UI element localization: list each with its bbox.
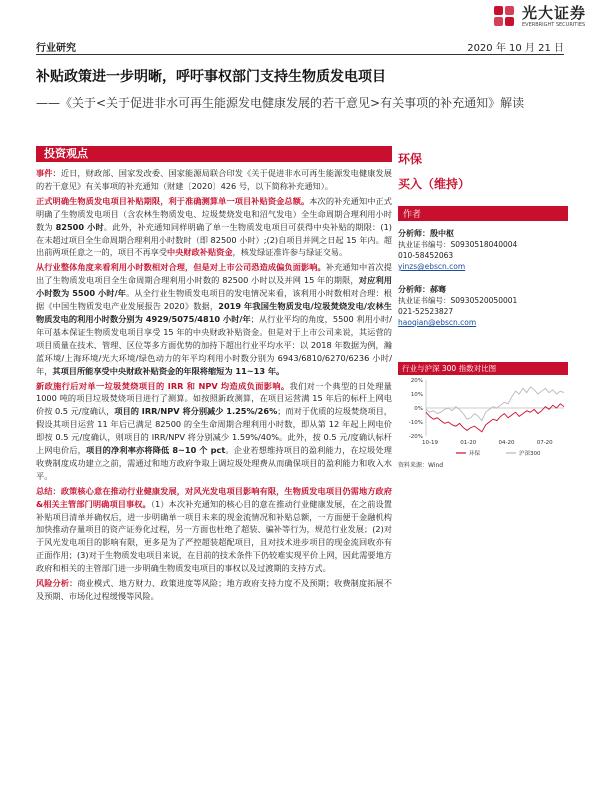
y-tick-label: -10%	[408, 420, 423, 426]
legend-label: 环保	[469, 451, 481, 457]
paragraph-summary	[36, 485, 392, 575]
summary-body: （1）本次补充通知的核心目的意在推动行业健康发展，在之前设置补贴项目清单并确权后，进一步明确单一项目未来的现金流情况和补贴总额，一方面便于金融机构加快推动存量项目的资产证券化过程，另一方面也杜绝了超装、骗补等行为，规范行业发展；(2)对于风光发电项目的影响有限，更多是为了严控超装超配项目，且对技术进步项目的现金流回收亦有正面作用；(3)对于生物质发电项目来说，在目前的技术条件下仍较难实现平价上网，因此需要地方政府和相关的主管部门进一步明确生物质发电项目的事权以及过渡期的支持方式。	[36, 498, 392, 574]
x-tick-label: 04-20	[498, 440, 515, 446]
author-label: 分析师：	[398, 229, 430, 238]
paragraph-industry	[36, 261, 392, 377]
author-name: 郝骞	[430, 285, 446, 294]
industry-text-a: 补充通知中首次提出了生物质发电项目全生命周期合理利用小时数的 82500 小时以及并网 15 年的期限，	[36, 262, 392, 286]
main-body	[36, 167, 392, 605]
author-email-link[interactable]: haoqian@ebscn.com	[398, 318, 477, 327]
y-tick-label: -20%	[408, 434, 423, 440]
author-label: 分析师：	[398, 285, 430, 294]
series-line	[426, 387, 564, 421]
report-title: 补贴政策进一步明晰，呼吁事权部门支持生物质发电项目	[36, 69, 386, 85]
subsidy-text-b: 。此外，补充通知同样明确了单一生物质发电项目可获得中央补贴的期限：(1)在未超过项目全生命周期合理利用小时数时（即 82500 小时）;(2)自项目并网之日起 15 年内。超出前两项任意之一的，项目不再享受	[36, 221, 392, 258]
logo-en: EVERBRIGHT SECURITIES	[521, 22, 586, 28]
section-bar	[36, 146, 392, 162]
report-subtitle: ——《关于<关于促进非水可再生能源发电健康发展的若干意见>有关事项的补充通知》解读	[36, 96, 525, 110]
sidebar	[398, 150, 568, 328]
logo-cn: 光大证券	[521, 4, 586, 22]
summary-lead: 总结：政策核心意在推动行业健康发展，对风光发电项目影响有限，生物质发电项目仍需地方政府&相关主管部门明确项目事权。	[36, 485, 392, 509]
paragraph-risk	[36, 577, 392, 603]
subsidy-text-a: 本次的补充通知中正式明确了生物质发电项目（含农林生物质发电、垃圾焚烧发电和沼气发电）全生命周期合理利用小时数为	[36, 195, 392, 232]
risk-body: 商业模式、地方财力、政策进度等风险；地方政府支持力度不及预期；收费制度拓展不及预期、市场化过程缓慢等风险。	[36, 578, 392, 601]
rating: 买入（维持）	[398, 177, 471, 191]
x-tick-label: 01-20	[460, 440, 477, 446]
irr-text-b: ；而对于优质的垃圾焚烧项目，假设其项目运营 11 年后已满足 82500 的全生命周期合理利用小时数，即从第 12 年起上网电价即按 0.5 元/度确认，则项目的 IRR/NPV 将分别减少 1.59%/40%。此外，按 0.5 元/度确认标杆上网电价后，	[36, 406, 392, 456]
y-tick-label: 20%	[410, 378, 423, 384]
irr-text-c: 。企业若想维持项目的盈利能力，在垃圾处理收费制度成功建立之前，需通过和地方政府争取上调垃圾处理费从而确保项目的盈利能力和收入水平。	[36, 445, 392, 481]
risk-lead: 风险分析：	[36, 578, 78, 589]
author-phone: 021-52523827	[398, 307, 454, 316]
x-tick-label: 07-20	[536, 440, 553, 446]
subsidy-text-c: ，核发绿证准许参与绿证交易。	[232, 247, 348, 258]
chart-source: 资料来源：Wind	[398, 462, 444, 469]
sector-name: 环保	[398, 152, 423, 166]
author-cert: 执业证书编号：S0930518040004	[398, 240, 518, 249]
chart-title: 行业与沪深 300 指数对比图	[398, 362, 568, 375]
subsidy-hours: 82500 小时	[55, 221, 104, 232]
report-date: 2020 年 10 月 21 日	[467, 43, 564, 54]
y-tick-label: 0%	[414, 406, 423, 412]
industry-2019-data: 2019 年我国生物质发电/垃圾焚烧发电/农林生物质发电的利用小时数分别为 4929/5075/4810 小时/年	[36, 301, 392, 324]
author-email-link[interactable]: yinzs@ebscn.com	[398, 262, 466, 271]
report-category: 行业研究	[36, 43, 76, 54]
legend-label: 沪深300	[519, 451, 541, 457]
author-1	[398, 228, 568, 272]
paragraph-irr	[36, 380, 392, 483]
industry-lead: 从行业整体角度来看利用小时数相对合理，但是对上市公司恐造成偏负面影响。	[36, 262, 326, 273]
paragraph-subsidy	[36, 195, 392, 260]
industry-conclusion: 其项目所能享受中央财政补贴资金的年限将缩短为 11~13 年。	[52, 365, 285, 376]
author-name: 殷中枢	[430, 229, 454, 238]
industry-text-c: ；从行业平均的角度，5500 利用小时/年可基本保证生物质发电项目享受 15 年的中央财政补贴资金。但是对于上市公司来说，其运营的项目质量在技术、管理、区位等多方面优势的加持下超出行业平均水平：以 2018 年数据为例，瀚蓝环境/上海环境/光大环境/绿色动力的年平均利用小时数分别为 6943/6810/6270/6236 小时/年，	[36, 313, 392, 376]
index-comparison-chart	[398, 376, 568, 458]
subsidy-lead: 正式明确生物质发电项目补贴期限，利于准确测算单一项目补贴资金总额。	[36, 195, 310, 206]
x-tick-label: 10-19	[422, 440, 438, 446]
section-title: 投资观点	[44, 147, 88, 160]
irr-margin: 项目的净利率亦将降低 8~10 个 pct	[86, 445, 226, 456]
irr-decrease: 项目的 IRR/NPV 将分别减少 1.25%/26%	[114, 406, 278, 417]
irr-text-a: 我们对一个典型的日处理量 1000 吨的项目垃圾焚烧项目进行了测算。如按照新政测算，在项目运营满 15 年后的标杆上网电价按 0.5 元/度确认，	[36, 380, 392, 417]
subsidy-central: 中央财政补贴资金	[167, 247, 233, 258]
event-body: 近日，财政部、国家发改委、国家能源局联合印发《关于促进非水可再生能源发电健康发展的若干意见》有关事项的补充通知（财建〔2020〕426 号，以下简称补充通知）。	[36, 168, 392, 191]
author-cert: 执业证书编号：S0930520050001	[398, 296, 518, 305]
y-tick-label: 10%	[410, 392, 423, 398]
logo-mark-icon	[494, 6, 516, 28]
brand-logo	[494, 6, 586, 28]
author-phone: 010-58452063	[398, 251, 454, 260]
paragraph-event	[36, 167, 392, 193]
industry-hours: 对应利用小时数为 5500 小时/年	[36, 275, 392, 299]
report-header	[36, 38, 564, 55]
event-lead: 事件：	[36, 168, 61, 178]
author-2	[398, 284, 568, 328]
irr-lead: 新政施行后对单一垃圾焚烧项目的 IRR 和 NPV 均造成负面影响。	[36, 380, 290, 391]
industry-text-b: 。从全行业生物质发电项目的发电情况来看，该利用小时数相对合理：根据《中国生物质发电产业发展报告 2020》数据，	[36, 288, 392, 312]
author-box: 作者	[398, 206, 568, 221]
